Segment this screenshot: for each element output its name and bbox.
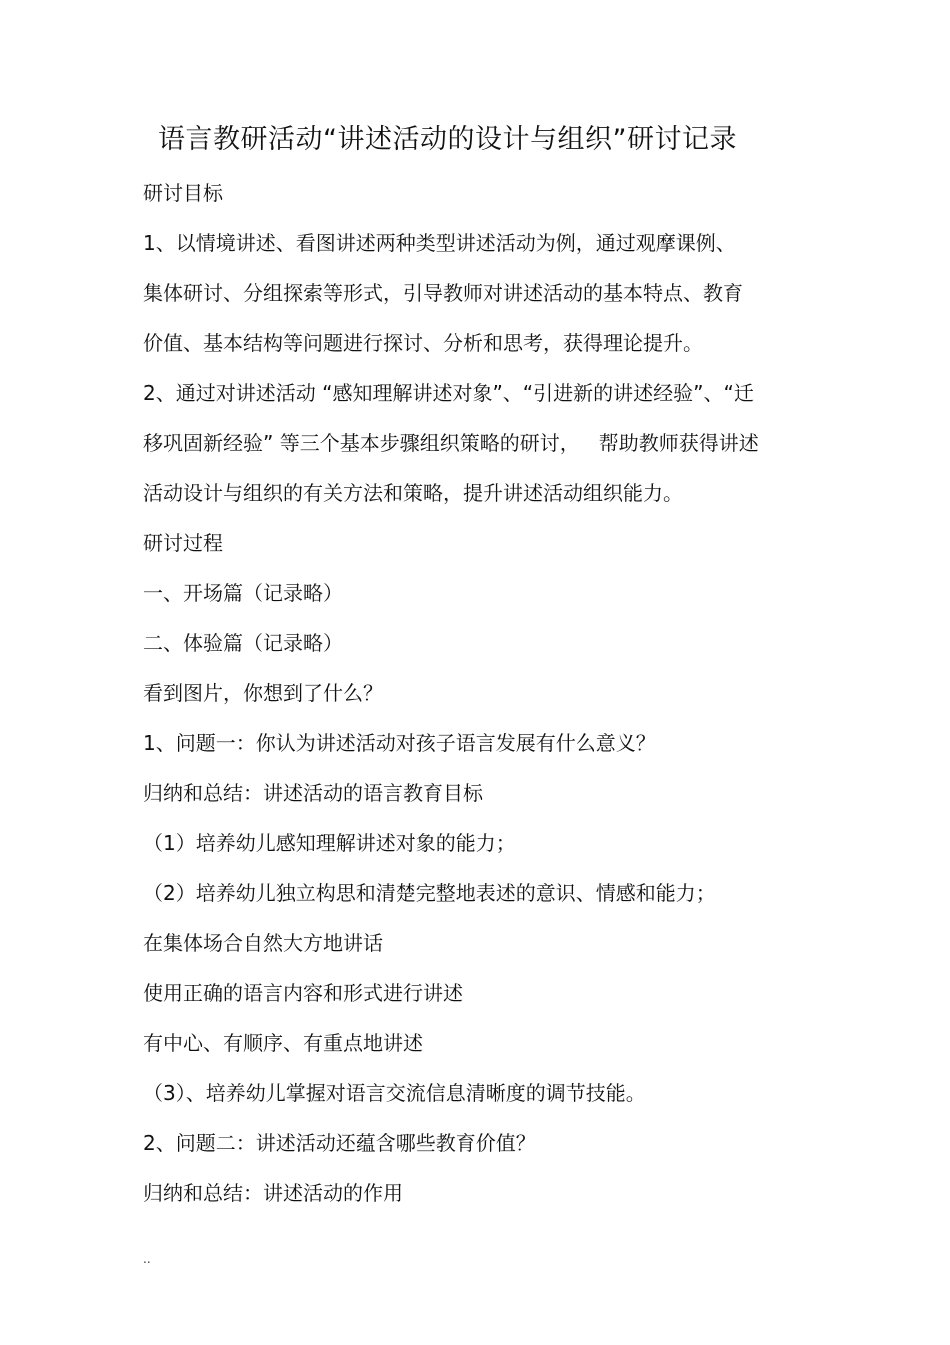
paragraph-line: 移巩固新经验” 等三个基本步骤组织策略的研讨， 帮助教师获得讲述 bbox=[143, 431, 759, 455]
paragraph-line: （2）培养幼儿独立构思和清楚完整地表述的意识、情感和能力； bbox=[143, 881, 716, 905]
document-title: 语言教研活动“讲述活动的设计与组织”研讨记录 bbox=[158, 124, 737, 155]
paragraph-line: 1、问题一：你认为讲述活动对孩子语言发展有什么意义？ bbox=[143, 731, 656, 755]
section-heading-process: 研讨过程 bbox=[143, 531, 223, 555]
paragraph-line: 有中心、有顺序、有重点地讲述 bbox=[143, 1031, 423, 1055]
paragraph-line: 使用正确的语言内容和形式进行讲述 bbox=[143, 981, 463, 1005]
paragraph-line: 价值、基本结构等问题进行探讨、分析和思考，获得理论提升。 bbox=[143, 331, 703, 355]
paragraph-line: 2、问题二：讲述活动还蕴含哪些教育价值？ bbox=[143, 1131, 536, 1155]
paragraph-line: 看到图片，你想到了什么？ bbox=[143, 681, 383, 705]
paragraph-line: 二、体验篇（记录略） bbox=[143, 631, 343, 655]
paragraph-line: 在集体场合自然大方地讲话 bbox=[143, 931, 383, 955]
paragraph-line: 归纳和总结：讲述活动的语言教育目标 bbox=[143, 781, 483, 805]
paragraph-line: （1）培养幼儿感知理解讲述对象的能力； bbox=[143, 831, 516, 855]
paragraph-line: （3）、培养幼儿掌握对语言交流信息清晰度的调节技能。 bbox=[143, 1081, 646, 1105]
paragraph-line: 归纳和总结：讲述活动的作用 bbox=[143, 1181, 403, 1205]
paragraph-line: 1、以情境讲述、看图讲述两种类型讲述活动为例，通过观摩课例、 bbox=[143, 231, 736, 255]
paragraph-line: 一、开场篇（记录略） bbox=[143, 581, 343, 605]
paragraph-line: 2、通过对讲述活动 “感知理解讲述对象”、“引进新的讲述经验”、“迁 bbox=[143, 381, 754, 405]
page-footer-mark: .. bbox=[143, 1252, 151, 1266]
section-heading-goals: 研讨目标 bbox=[143, 181, 223, 205]
paragraph-line: 集体研讨、分组探索等形式，引导教师对讲述活动的基本特点、教育 bbox=[143, 281, 743, 305]
paragraph-line: 活动设计与组织的有关方法和策略，提升讲述活动组织能力。 bbox=[143, 481, 683, 505]
